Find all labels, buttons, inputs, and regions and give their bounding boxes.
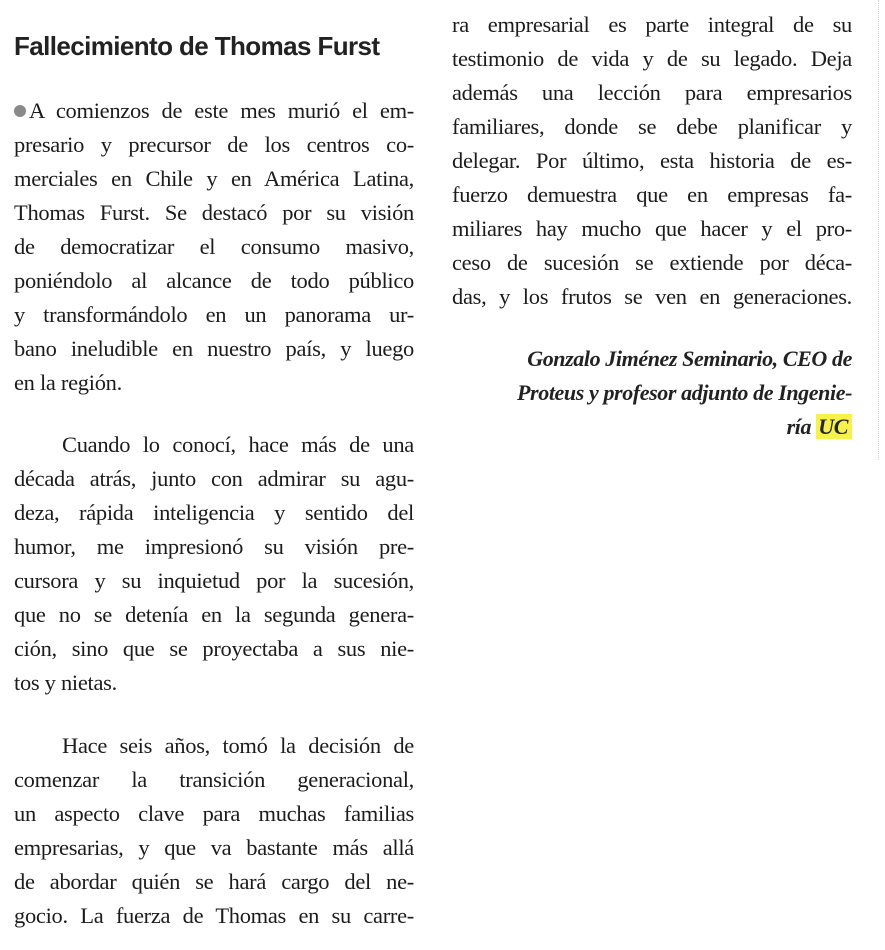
left-line-3: merciales en Chile y en América Latina, [14,166,414,191]
author-signature-line-2: Proteus y profesor adjunto de Ingenie- [517,380,852,405]
left-line-18: Hace seis años, tomó la decisión de [62,733,414,758]
right-line-4: familiares, donde se debe planificar y [452,114,852,139]
left-line-19: comenzar la transición generacional, [14,767,414,792]
author-signature-line-1: Gonzalo Jiménez Seminario, CEO de [527,346,852,371]
left-line-14: cursora y su inquietud por la sucesión, [14,568,414,593]
left-line-4: Thomas Furst. Se destacó por su visión [14,200,414,225]
text-line: A comienzos de este mes murió el em- [29,98,414,123]
left-line-10: Cuando lo conocí, hace más de una [62,432,414,457]
left-line-21: empresarias, y que va bastante más allá [14,835,414,860]
right-line-8: ceso de sucesión se extiende por déca- [452,250,852,275]
left-line-9: en la región. [14,370,122,395]
right-line-3: además una lección para empresarios [452,80,852,105]
right-line-1: ra empresarial es parte integral de su [452,12,852,37]
right-line-9: das, y los frutos se ven en generaciones. [452,284,852,309]
left-line-5: de democratizar el consumo masivo, [14,234,414,259]
left-line-15: que no se detenía en la segunda genera- [14,602,414,627]
page-edge-divider [878,0,885,460]
left-line-16: ción, sino que se proyectaba a sus nie- [14,636,414,661]
left-line-2: presario y precursor de los centros co- [14,132,414,157]
left-line-1 [14,94,414,128]
left-line-12: deza, rápida inteligencia y sentido del [14,500,414,525]
left-line-17: tos y nietas. [14,670,117,695]
author-signature-line-3 [452,410,852,444]
left-line-6: poniéndolo al alcance de todo público [14,268,414,293]
left-line-22: de abordar quién se hará cargo del ne- [14,869,414,894]
left-line-13: humor, me impresionó su visión pre- [14,534,414,559]
left-line-7: y transformándolo en un panorama ur- [14,302,414,327]
highlighted-term: UC [816,414,852,439]
right-line-5: delegar. Por último, esta historia de es- [452,148,852,173]
bullet-icon [14,105,26,117]
right-line-6: fuerzo demuestra que en empresas fa- [452,182,852,207]
signature-prefix: ría [786,414,812,439]
left-line-8: bano ineludible en nuestro país, y luego [14,336,414,361]
left-line-23: gocio. La fuerza de Thomas en su carre- [14,903,414,928]
right-line-7: miliares hay mucho que hacer y el pro- [452,216,852,241]
right-line-2: testimonio de vida y de su legado. Deja [452,46,852,71]
left-line-11: década atrás, junto con admirar su agu- [14,466,414,491]
left-line-20: un aspecto clave para muchas familias [14,801,414,826]
article-headline: Fallecimiento de Thomas Furst [14,31,380,61]
